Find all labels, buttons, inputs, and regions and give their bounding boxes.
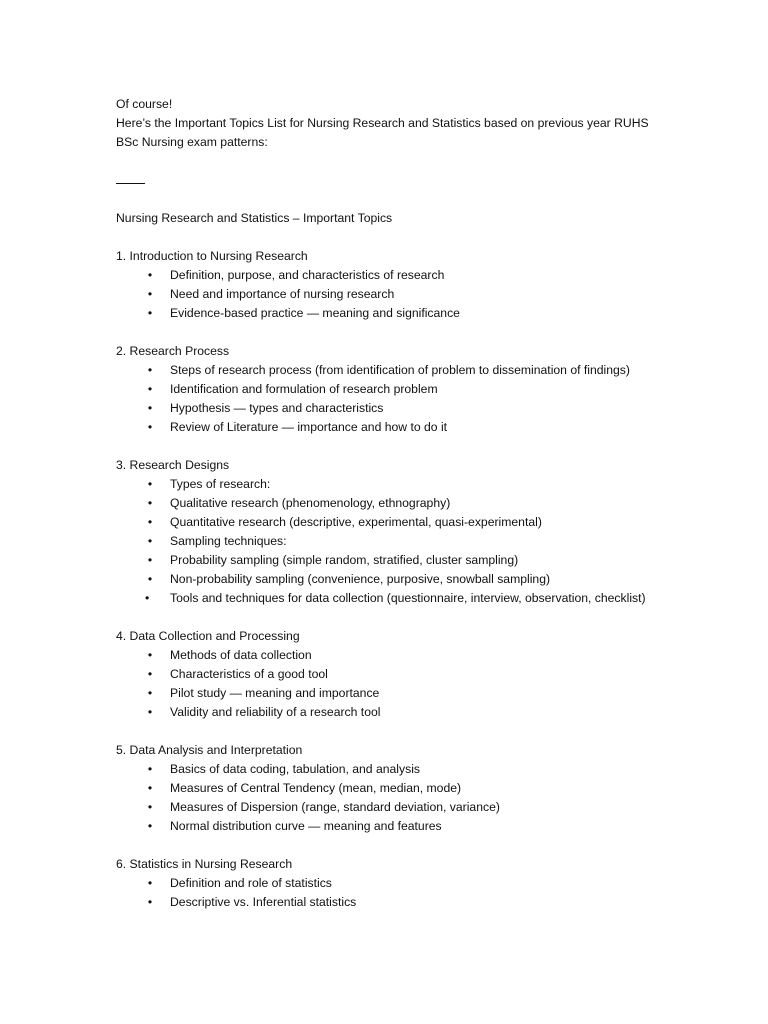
- bullet-icon: •: [147, 287, 153, 301]
- topic-list: [116, 646, 652, 722]
- list-item: [116, 874, 652, 893]
- bullet-icon: •: [147, 496, 153, 510]
- list-item: [116, 513, 652, 532]
- intro-line-3: BSc Nursing exam patterns:: [116, 135, 268, 149]
- list-item: [116, 380, 652, 399]
- list-item: [116, 361, 652, 380]
- bullet-icon: •: [147, 895, 153, 909]
- list-item-text: Hypothesis — types and characteristics: [170, 401, 384, 415]
- list-item: [116, 760, 652, 779]
- list-item-text: Identification and formulation of research problem: [170, 382, 438, 396]
- list-item-text: Steps of research process (from identification of problem to dissemination of findings): [170, 363, 630, 377]
- list-item: [116, 646, 652, 665]
- bullet-icon: •: [147, 781, 153, 795]
- bullet-icon: •: [147, 420, 153, 434]
- list-item: [116, 665, 652, 684]
- list-item-text: Types of research:: [170, 477, 271, 491]
- list-item-text: Non-probability sampling (convenience, purposive, snowball sampling): [170, 572, 551, 586]
- list-item-text: Need and importance of nursing research: [170, 287, 395, 301]
- bullet-icon: •: [147, 705, 153, 719]
- bullet-icon: •: [147, 686, 153, 700]
- list-item: [116, 285, 652, 304]
- topic-list: [116, 266, 652, 323]
- topic-list: [116, 361, 652, 437]
- list-item: [116, 570, 652, 589]
- list-item-text: Tools and techniques for data collection (questionnaire, interview, observation, checklist): [170, 591, 646, 605]
- list-item-text: Characteristics of a good tool: [170, 667, 328, 681]
- bullet-icon: •: [147, 762, 153, 776]
- list-item-text: Measures of Central Tendency (mean, median, mode): [170, 781, 462, 795]
- topic-list: [116, 475, 652, 608]
- list-item: [116, 551, 652, 570]
- list-item: [116, 779, 652, 798]
- bullet-icon: •: [147, 363, 153, 377]
- list-item-text: Measures of Dispersion (range, standard deviation, variance): [170, 800, 500, 814]
- bullet-icon: •: [147, 268, 153, 282]
- list-item: [116, 893, 652, 912]
- list-item-text: Quantitative research (descriptive, experimental, quasi-experimental): [170, 515, 542, 529]
- list-item-text: Pilot study — meaning and importance: [170, 686, 380, 700]
- list-item: [116, 817, 652, 836]
- list-item-text: Evidence-based practice — meaning and significance: [170, 306, 460, 320]
- bullet-icon: •: [147, 534, 153, 548]
- bullet-icon: •: [147, 667, 153, 681]
- section-title: 4. Data Collection and Processing: [116, 629, 300, 643]
- list-item-text: Validity and reliability of a research tool: [170, 705, 381, 719]
- document-title: Nursing Research and Statistics – Important Topics: [116, 211, 393, 225]
- section-title: 5. Data Analysis and Interpretation: [116, 743, 303, 757]
- list-item-text: Sampling techniques:: [170, 534, 287, 548]
- list-item-text: Definition and role of statistics: [170, 876, 332, 890]
- list-item: [116, 418, 652, 437]
- bullet-icon: •: [147, 553, 153, 567]
- bullet-icon: •: [147, 382, 153, 396]
- list-item-text: Qualitative research (phenomenology, ethnography): [170, 496, 451, 510]
- list-item: [116, 684, 652, 703]
- list-item-text: Descriptive vs. Inferential statistics: [170, 895, 357, 909]
- list-item: [116, 798, 652, 817]
- section-title: 3. Research Designs: [116, 458, 230, 472]
- bullet-icon: •: [147, 648, 153, 662]
- list-item: [116, 589, 652, 608]
- horizontal-rule: [116, 171, 652, 190]
- topic-list: [116, 760, 652, 836]
- bullet-icon: •: [147, 572, 153, 586]
- list-item-text: Basics of data coding, tabulation, and analysis: [170, 762, 421, 776]
- list-item: [116, 304, 652, 323]
- bullet-icon: •: [147, 515, 153, 529]
- list-item-text: Probability sampling (simple random, stratified, cluster sampling): [170, 553, 519, 567]
- list-item: [116, 266, 652, 285]
- bullet-icon: •: [147, 819, 153, 833]
- list-item-text: Definition, purpose, and characteristics of research: [170, 268, 445, 282]
- topic-list: [116, 874, 652, 912]
- list-item: [116, 494, 652, 513]
- bullet-icon: •: [147, 477, 153, 491]
- list-item: [116, 399, 652, 418]
- list-item-text: Normal distribution curve — meaning and features: [170, 819, 442, 833]
- list-item: [116, 532, 652, 551]
- intro-line-2: Here’s the Important Topics List for Nursing Research and Statistics based on previous year RUHS: [116, 116, 649, 130]
- section-title: 2. Research Process: [116, 344, 230, 358]
- document-body: [116, 95, 652, 912]
- list-item-text: Methods of data collection: [170, 648, 312, 662]
- bullet-icon: •: [147, 800, 153, 814]
- bullet-icon: •: [147, 876, 153, 890]
- list-item: [116, 475, 652, 494]
- section-title: 6. Statistics in Nursing Research: [116, 857, 293, 871]
- bullet-icon: •: [147, 306, 153, 320]
- bullet-icon: •: [147, 401, 153, 415]
- list-item: [116, 703, 652, 722]
- bullet-icon: •: [145, 591, 150, 605]
- list-item-text: Review of Literature — importance and how to do it: [170, 420, 448, 434]
- section-title: 1. Introduction to Nursing Research: [116, 249, 308, 263]
- intro-line-1: Of course!: [116, 97, 173, 111]
